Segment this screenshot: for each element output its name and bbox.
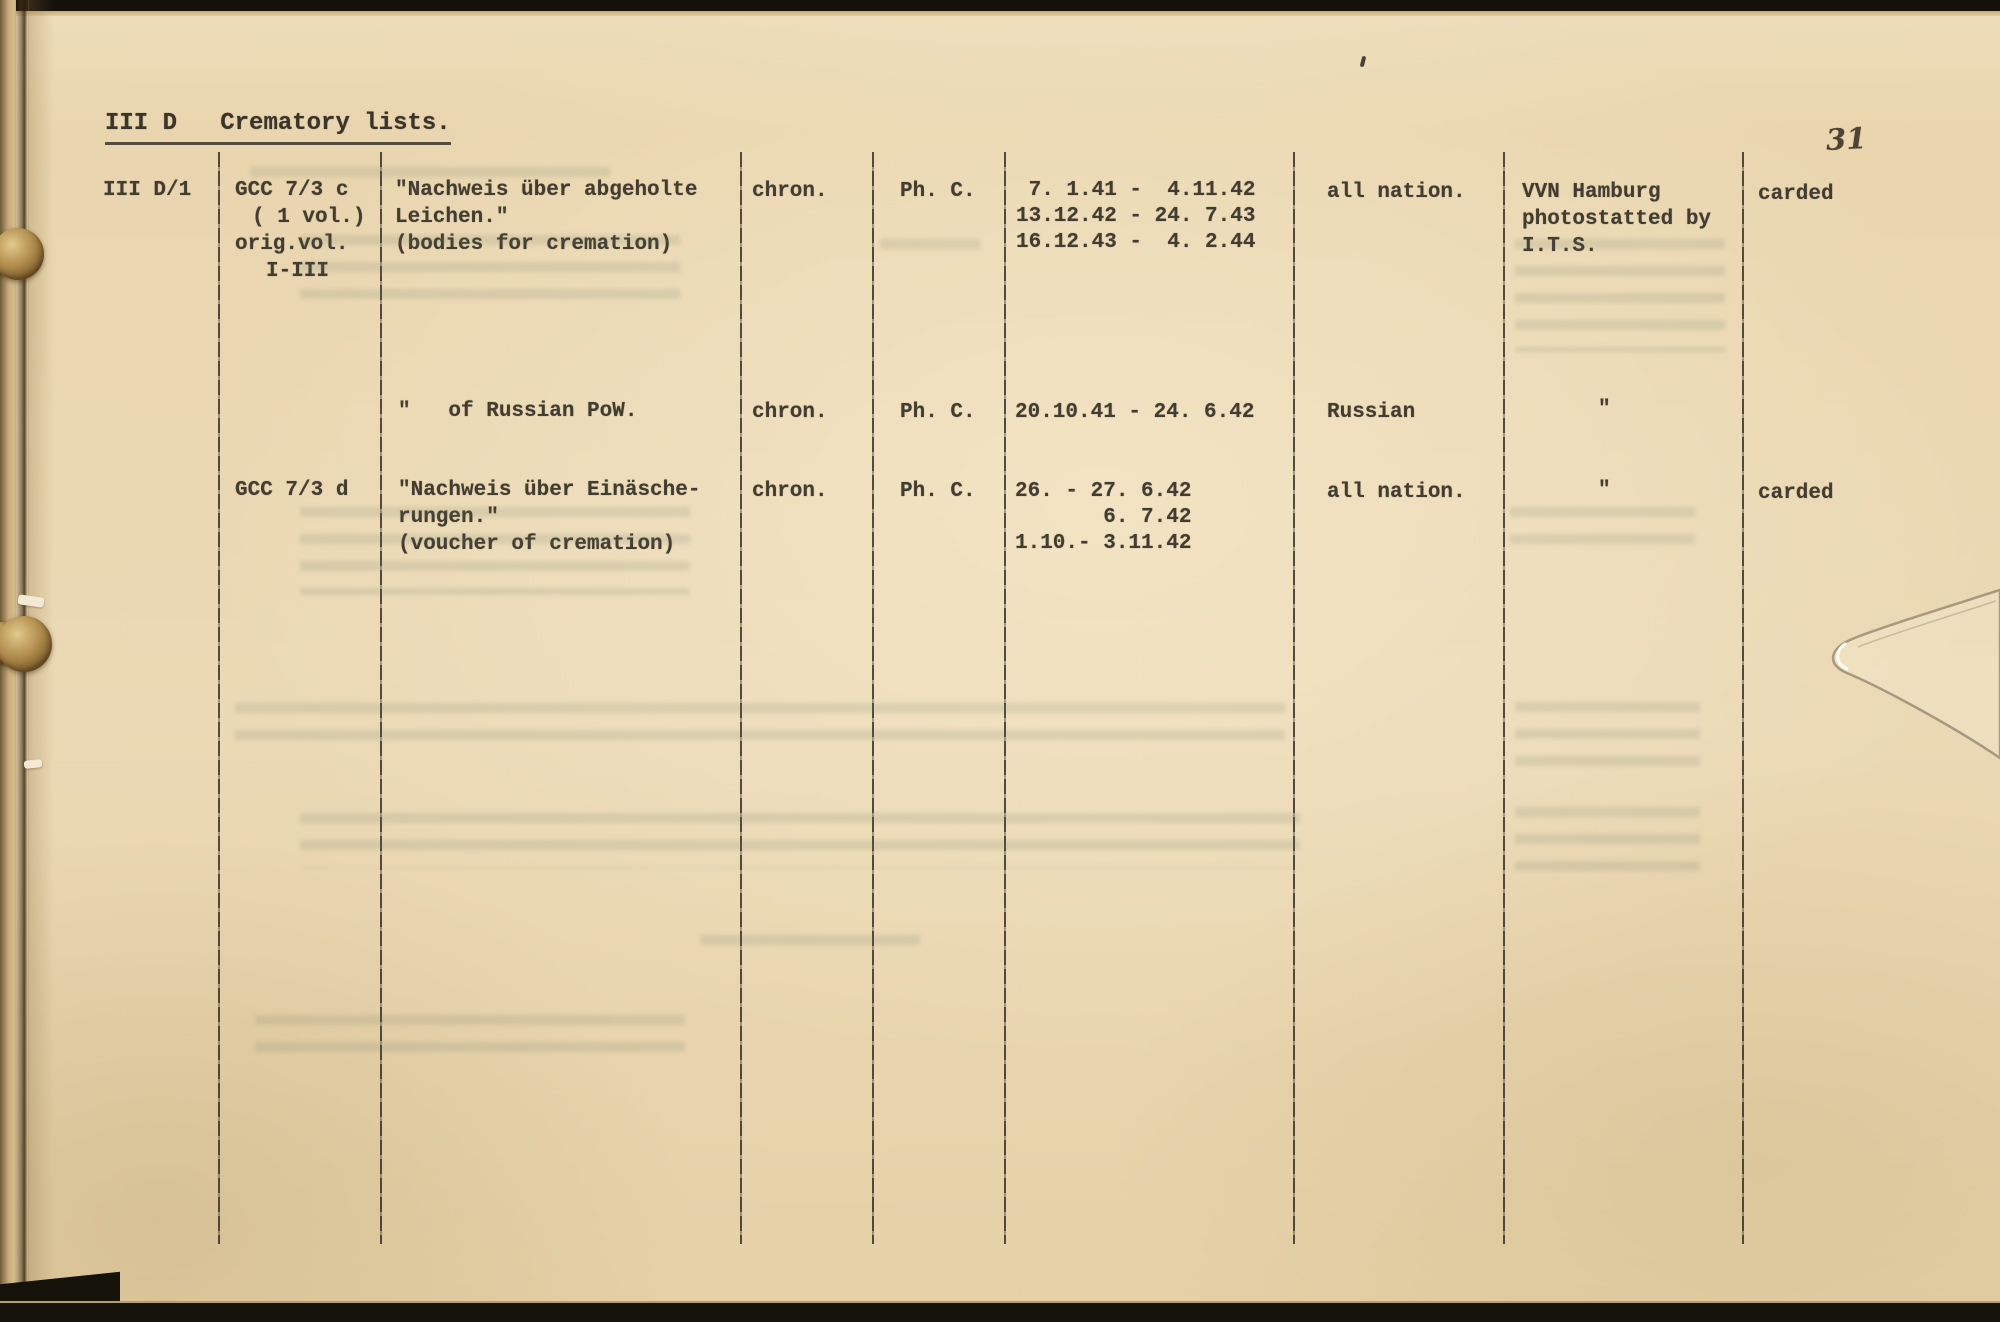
description-line: Leichen." xyxy=(395,206,509,229)
ghost-text-smudge xyxy=(1510,500,1695,558)
column-divider xyxy=(1004,152,1006,1244)
section-heading xyxy=(105,110,451,137)
nationality-cell: Russian xyxy=(1327,401,1416,424)
date-range-line: 20.10.41 - 24. 6.42 xyxy=(1015,401,1255,424)
signature-line: orig.vol. xyxy=(235,233,349,256)
description-line: (voucher of cremation) xyxy=(398,533,676,556)
page-bottom-edge xyxy=(0,1301,2000,1322)
date-range-line: 16.12.43 - 4. 2.44 xyxy=(1016,231,1256,254)
order-cell: chron. xyxy=(752,480,828,503)
page-top-edge xyxy=(0,0,2000,11)
ghost-text-smudge xyxy=(880,232,980,262)
location-line: I.T.S. xyxy=(1522,235,1598,258)
nationality-cell: all nation. xyxy=(1327,181,1466,204)
ditto-mark: " xyxy=(1598,398,1611,421)
plastic-page-lifter xyxy=(1800,560,2000,770)
column-divider xyxy=(1742,152,1744,1244)
ghost-text-smudge xyxy=(700,928,920,952)
ghost-text-smudge xyxy=(235,696,1285,748)
location-line: VVN Hamburg xyxy=(1522,181,1661,204)
description-line: rungen." xyxy=(398,506,499,529)
row-ref: III D/1 xyxy=(103,179,192,202)
ditto-mark: " xyxy=(1598,479,1611,502)
signature-line: ( 1 vol.) xyxy=(252,206,366,229)
remarks-cell: carded xyxy=(1758,183,1834,206)
order-cell: chron. xyxy=(752,401,828,424)
column-divider xyxy=(380,152,382,1244)
order-cell: chron. xyxy=(752,180,828,203)
date-range-line: 13.12.42 - 24. 7.43 xyxy=(1016,205,1256,228)
underlying-sheet-edge xyxy=(0,11,2000,16)
record-type-cell: Ph. C. xyxy=(900,180,976,203)
date-range-line: 6. 7.42 xyxy=(1015,506,1192,529)
signature-line: I-III xyxy=(266,260,330,283)
page-number: 31 xyxy=(1825,120,1868,158)
section-number: III D xyxy=(105,110,177,145)
signature-line: GCC 7/3 d xyxy=(235,479,349,502)
ghost-text-smudge xyxy=(255,1008,685,1058)
description-line: (bodies for cremation) xyxy=(395,233,673,256)
description-line: "Nachweis über Einäsche- xyxy=(398,479,701,502)
record-type-cell: Ph. C. xyxy=(900,401,976,424)
section-title: Crematory lists. xyxy=(220,110,450,145)
date-range-line: 26. - 27. 6.42 xyxy=(1015,480,1192,503)
column-divider xyxy=(218,152,220,1244)
remarks-cell: carded xyxy=(1758,482,1834,505)
ghost-text-smudge xyxy=(300,806,1300,868)
description-line: "Nachweis über abgeholte xyxy=(395,179,698,202)
column-divider xyxy=(872,152,874,1244)
record-type-cell: Ph. C. xyxy=(900,480,976,503)
ghost-text-smudge xyxy=(1515,800,1700,880)
ghost-text-smudge xyxy=(1515,695,1700,770)
column-divider xyxy=(1293,152,1295,1244)
date-range-line: 7. 1.41 - 4.11.42 xyxy=(1016,179,1256,202)
column-divider xyxy=(1503,152,1505,1244)
stray-mark xyxy=(1360,56,1367,68)
location-line: photostatted by xyxy=(1522,208,1712,231)
signature-line: GCC 7/3 c xyxy=(235,179,349,202)
date-range-line: 1.10.- 3.11.42 xyxy=(1015,532,1192,555)
description-line: " of Russian PoW. xyxy=(398,400,638,423)
column-divider xyxy=(740,152,742,1244)
nationality-cell: all nation. xyxy=(1327,481,1466,504)
